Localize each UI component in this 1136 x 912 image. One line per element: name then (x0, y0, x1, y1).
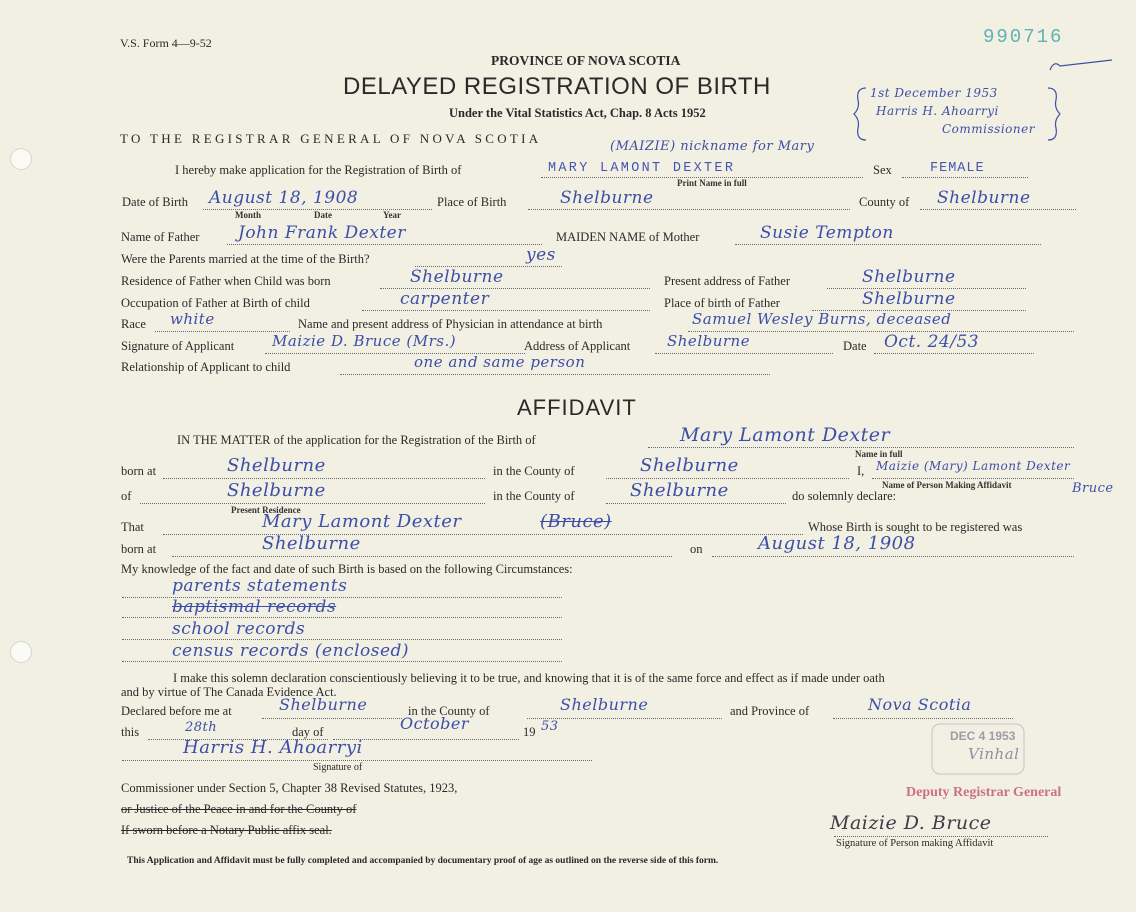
form-subtitle: Under the Vital Statistics Act, Chap. 8 Acts 1952 (449, 106, 706, 120)
father-pob-value: Shelburne (862, 289, 956, 309)
person-sig-caption: Signature of Person making Affidavit (836, 838, 994, 849)
addr-applicant-value: Shelburne (667, 332, 751, 350)
solemn-line2: and by virtue of The Canada Evidence Act. (121, 685, 337, 699)
declared-label: Declared before me at (121, 704, 232, 718)
commissioner-text: Commissioner under Section 5, Chapter 38 Revised Statutes, 1923, (121, 781, 458, 795)
serial-number: 990716 (983, 26, 1064, 48)
in-county-line (606, 478, 849, 479)
date-value: Oct. 24/53 (884, 332, 980, 352)
circumstance-4: census records (enclosed) (172, 641, 410, 661)
on-label: on (690, 542, 703, 556)
in-county2-label: in the County of (493, 489, 575, 503)
stamp-date: DEC 4 1953 (950, 729, 1016, 743)
of-value: Shelburne (227, 480, 326, 501)
occupation-label: Occupation of Father at Birth of child (121, 296, 310, 310)
pob-value: Shelburne (560, 188, 654, 208)
print-name-caption: Print Name in full (677, 178, 747, 188)
addr-applicant-label: Address of Applicant (524, 339, 631, 353)
this-label: this (121, 725, 140, 739)
province-heading: PROVINCE OF NOVA SCOTIA (491, 53, 681, 68)
father-pob-label: Place of birth of Father (664, 296, 780, 310)
in-county-label: in the County of (493, 464, 575, 478)
person-caption: Name of Person Making Affidavit (882, 480, 1012, 490)
physician-value: Samuel Wesley Burns, deceased (692, 310, 952, 328)
name-full-caption: Name in full (855, 449, 903, 459)
i-value: Maizie (Mary) Lamont Dexter (876, 459, 1071, 473)
race-line (155, 331, 290, 332)
occupation-line (362, 310, 650, 311)
circumstance-2: baptismal records (172, 597, 337, 617)
circ-line-3 (122, 639, 562, 640)
pob-label: Place of Birth (437, 195, 507, 209)
day-of-label: day of (292, 725, 324, 739)
of-line (140, 503, 485, 504)
born-at2-line (172, 556, 672, 557)
date-label: Date (843, 339, 867, 353)
res-father-label: Residence of Father when Child was born (121, 274, 331, 288)
born-at2-label: born at (121, 542, 157, 556)
month-value: October (400, 714, 469, 733)
born-at-label: born at (121, 464, 157, 478)
circ-line-4 (122, 661, 562, 662)
form-number: V.S. Form 4—9-52 (120, 36, 212, 50)
that-struck: (Bruce) (540, 511, 612, 532)
born-at-value: Shelburne (227, 455, 326, 476)
circumstance-1: parents statements (172, 576, 348, 596)
sex-line (902, 177, 1028, 178)
affidavit-matter: IN THE MATTER of the application for the Registration of the Birth of (177, 433, 536, 447)
on-line (712, 556, 1074, 557)
nickname-note: (MAIZIE) nickname for Mary (610, 139, 815, 154)
physician-label: Name and present address of Physician in attendance at birth (298, 317, 603, 331)
declared-line (262, 718, 402, 719)
pob-line (528, 209, 850, 210)
res-father-value: Shelburne (410, 267, 504, 287)
punch-hole-bottom (10, 641, 32, 663)
sex-value: FEMALE (930, 161, 985, 176)
year-prefix: 19 (523, 725, 536, 739)
present-father-value: Shelburne (862, 267, 956, 287)
i-line (872, 478, 1074, 479)
tick-mark (1046, 56, 1116, 76)
person-signature: Maizie D. Bruce (830, 812, 992, 834)
born-at-line (163, 478, 485, 479)
solemn-line1: I make this solemn declaration conscientiously believing it to be true, and knowing that it is of the same force and effect as if made under oath (173, 671, 885, 685)
province-value: Nova Scotia (868, 695, 972, 714)
matter-line (648, 447, 1074, 448)
in-county2-value: Shelburne (630, 480, 729, 501)
relationship-line (340, 374, 770, 375)
on-value: August 18, 1908 (758, 533, 916, 554)
father-line (227, 244, 542, 245)
circ-line-2 (122, 617, 562, 618)
mother-label: MAIDEN NAME of Mother (556, 230, 700, 244)
knowledge-text: My knowledge of the fact and date of such Birth is based on the following Circumstances: (121, 562, 573, 576)
margin-note-bracket (852, 84, 1062, 144)
application-intro: I hereby make application for the Registration of Birth of (175, 163, 462, 177)
year-value: 53 (541, 719, 559, 734)
date-line (874, 353, 1034, 354)
margin-note-line1: 1st December 1953 (870, 86, 998, 100)
matter-name: Mary Lamont Dexter (680, 424, 891, 446)
form-title: DELAYED REGISTRATION OF BIRTH (343, 73, 771, 100)
in-county3-value: Shelburne (560, 695, 649, 714)
stamp-signature: Vinhal (968, 745, 1020, 763)
dob-value: August 18, 1908 (209, 188, 359, 208)
footer-note: This Application and Affidavit must be fully completed and accompanied by documentary proof of age as outlined on the reverse side of this form. (127, 856, 719, 866)
county-line (920, 209, 1076, 210)
father-value: John Frank Dexter (238, 223, 406, 243)
year-caption: Year (383, 210, 401, 220)
that-value: Mary Lamont Dexter (262, 511, 462, 532)
relationship-label: Relationship of Applicant to child (121, 360, 291, 374)
sig-applicant-label: Signature of Applicant (121, 339, 235, 353)
margin-note-line2: Harris H. Ahoarryi (876, 104, 999, 118)
declare-text: do solemnly declare: (792, 489, 897, 503)
justice-text: or Justice of the Peace in and for the County of (121, 802, 357, 816)
race-value: white (170, 310, 215, 328)
deputy-registrar-stamp: Deputy Registrar General (906, 785, 1062, 800)
i-label: I, (857, 464, 865, 478)
month-caption: Month (235, 210, 262, 220)
sig-applicant-value: Maizie D. Bruce (Mrs.) (272, 332, 457, 350)
in-county2-line (606, 503, 786, 504)
notary-text: If sworn before a Notary Public affix seal. (121, 823, 332, 837)
relationship-value: one and same person (414, 353, 586, 371)
of-label: of (121, 489, 132, 503)
affidavit-heading: AFFIDAVIT (517, 395, 637, 420)
mother-line (735, 244, 1041, 245)
addr-applicant-line (655, 353, 833, 354)
province-label: and Province of (730, 704, 810, 718)
person-sig-line (834, 836, 1048, 837)
race-label: Race (121, 317, 146, 331)
sex-label: Sex (873, 163, 892, 177)
commissioner-signature: Harris H. Ahoarryi (183, 737, 363, 758)
province-line (833, 718, 1013, 719)
married-value: yes (526, 245, 556, 265)
county-value: Shelburne (937, 188, 1031, 208)
whose-birth-text: Whose Birth is sought to be registered was (808, 520, 1023, 534)
i-extra: Bruce (1072, 481, 1114, 496)
that-label: That (121, 520, 144, 534)
commissioner-sig-line (122, 760, 592, 761)
circumstance-3: school records (172, 619, 306, 639)
date-caption: Date (314, 210, 332, 220)
this-day: 28th (185, 720, 218, 735)
child-name: MARY LAMONT DEXTER (548, 161, 736, 176)
born-at2-value: Shelburne (262, 533, 361, 554)
mother-value: Susie Tempton (760, 223, 894, 243)
present-father-label: Present address of Father (664, 274, 791, 288)
in-county3-label: in the County of (408, 704, 490, 718)
signature-of-caption: Signature of (313, 762, 363, 773)
margin-note-line3: Commissioner (942, 122, 1035, 136)
that-line (163, 534, 803, 535)
declared-value: Shelburne (279, 695, 368, 714)
in-county-value: Shelburne (640, 455, 739, 476)
dob-label: Date of Birth (122, 195, 188, 209)
addressee-line: TO THE REGISTRAR GENERAL OF NOVA SCOTIA (120, 131, 542, 146)
married-label: Were the Parents married at the time of the Birth? (121, 252, 370, 266)
occupation-value: carpenter (400, 289, 490, 309)
punch-hole-top (10, 148, 32, 170)
county-label: County of (859, 195, 910, 209)
present-res-caption: Present Residence (231, 505, 301, 515)
father-label: Name of Father (121, 230, 200, 244)
